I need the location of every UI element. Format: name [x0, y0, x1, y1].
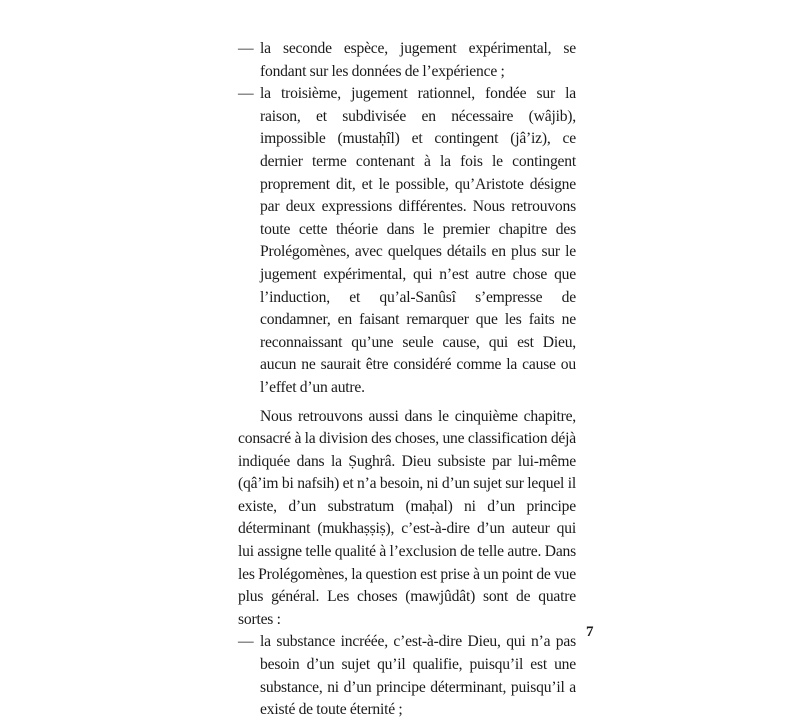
em-dash: —	[238, 633, 254, 651]
body-text	[238, 38, 576, 722]
list-item-text: la troisième, jugement rationnel, fondée sur la raison, et subdivisée en nécessaire (wâjib), impossible (mustaḥîl) et contingent (jâ’iz), ce dernier terme contenant à la fois le contingent proprement dit, et le possible, qu’Aristote désigne par deux expressions différentes. Nous retrouvons toute cette théorie dans le premier chapitre des Prolégomènes, avec quelques détails en plus sur le jugement expérimental, qui n’est autre chose que l’induction, et qu’al-Sanûsî s’empresse de condamner, en faisant remarquer que les faits ne reconnaissant qu’une seule cause, qui est Dieu, aucun ne saurait être considéré comme la cause ou l’effet d’un autre.	[260, 85, 576, 396]
dash-list-item	[238, 38, 576, 83]
paragraph: Nous retrouvons aussi dans le cinquième chapitre, consacré à la division des choses, une classification déjà indiquée dans la Ṣughrâ. Dieu subsiste par lui-même (qâ’im bi nafsih) et n’a besoin, ni d’un sujet sur lequel il existe, d’un substratum (maḥal) ni d’un principe déterminant (mukhaṣṣiṣ), c’est-à-dire d’un auteur qui lui assigne telle qualité à l’exclusion de telle autre. Dans les Prolégomènes, la question est prise à un point de vue plus général. Les choses (mawjûdât) sont de quatre sortes :	[238, 407, 576, 628]
dash-list-item	[238, 631, 576, 721]
em-dash: —	[238, 85, 254, 103]
em-dash: —	[238, 40, 254, 57]
dash-list-item	[238, 83, 576, 399]
page-number: 7	[586, 624, 594, 640]
list-item-text: la substance incréée, c’est-à-dire Dieu, qui n’a pas besoin d’un sujet qu’il qualifie, puisqu’il est une substance, ni d’un principe déterminant, puisqu’il a existé de toute éternité ;	[260, 633, 576, 719]
list-item-text: la seconde espèce, jugement expérimental, se fondant sur les données de l’expérience ;	[260, 40, 576, 80]
